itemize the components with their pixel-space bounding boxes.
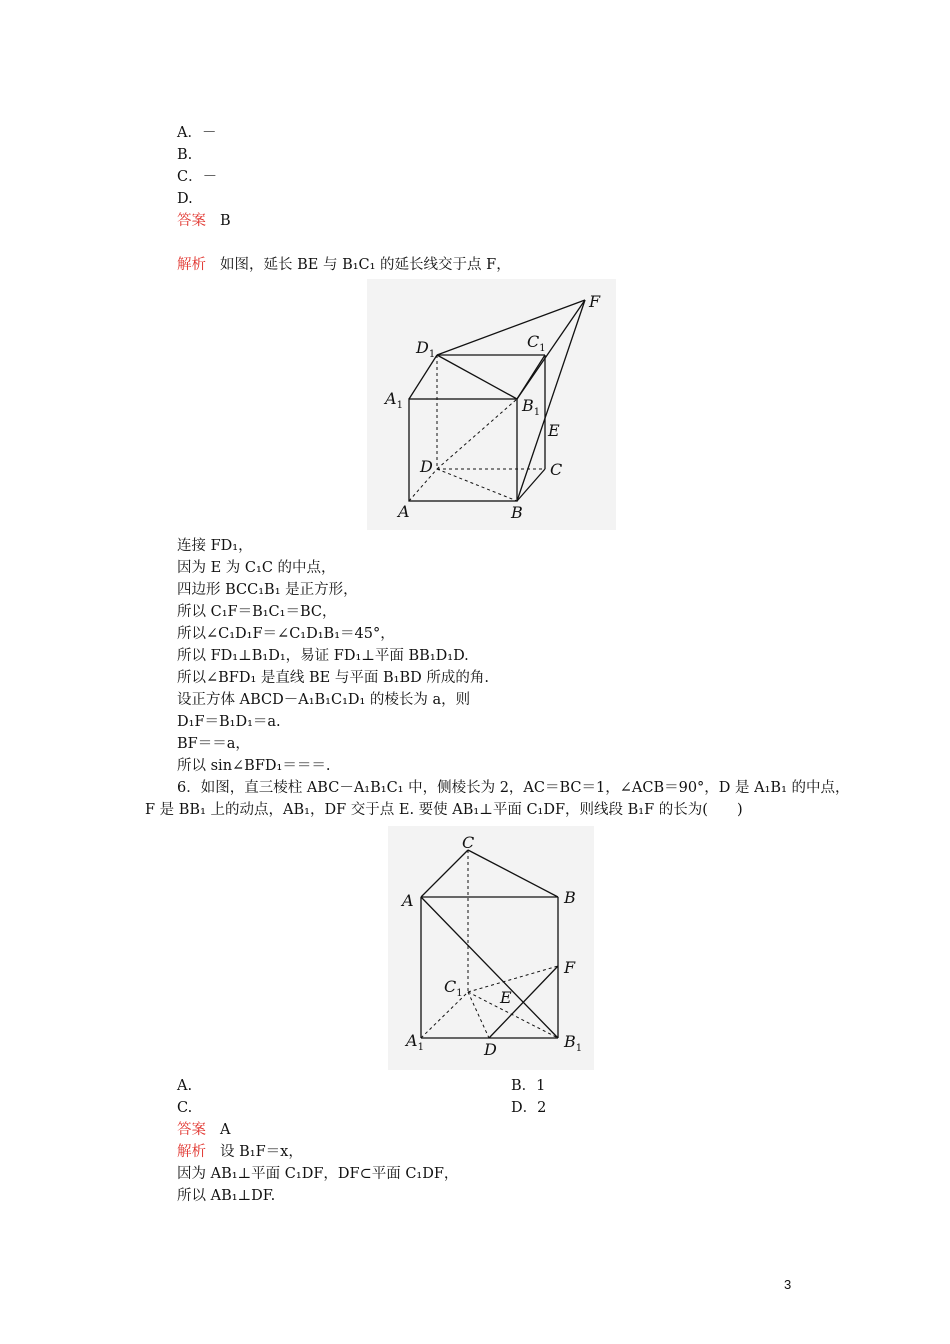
label-D: D <box>484 1040 497 1059</box>
analysis-step: BF＝＝a， <box>177 736 250 752</box>
analysis-label: 解析 <box>177 1144 206 1160</box>
page-number: 3 <box>784 1277 792 1292</box>
label-C: C <box>550 460 563 479</box>
analysis-step: 连接 FD₁， <box>177 538 253 554</box>
analysis-step: 所以 C₁F＝B₁C₁＝BC， <box>177 604 337 620</box>
label-A: A <box>398 502 410 521</box>
label-E: E <box>500 988 512 1007</box>
analysis-step: 设正方体 ABCD－A₁B₁C₁D₁ 的棱长为 a，则 <box>177 692 471 708</box>
answer-line <box>177 212 231 230</box>
analysis-step: D₁F＝B₁D₁＝a. <box>177 714 281 730</box>
option-d: D．2 <box>511 1100 547 1116</box>
label-B1: $B_1$ <box>564 1032 583 1054</box>
option-b: B．1 <box>511 1078 546 1094</box>
answer-line <box>177 1121 230 1139</box>
cube-figure <box>367 279 616 530</box>
analysis-step: 所以 FD₁⊥B₁D₁，易证 FD₁⊥平面 BB₁D₁D. <box>177 648 469 664</box>
answer-value: A <box>220 1122 231 1138</box>
option-b: B. <box>177 147 193 163</box>
analysis-step: 因为 E 为 C₁C 的中点， <box>177 560 336 576</box>
label-B: B <box>564 888 576 907</box>
label-D: D <box>420 457 433 476</box>
option-d: D. <box>177 191 193 207</box>
analysis-intro <box>177 256 511 274</box>
label-E: E <box>548 421 560 440</box>
answer-label: 答案 <box>177 213 206 229</box>
label-C1: $C_1$ <box>527 332 546 354</box>
label-A: A <box>402 891 414 910</box>
question-6-line1: 6．如图，直三棱柱 ABC－A₁B₁C₁ 中，侧棱长为 2，AC＝BC＝1，∠ACB＝90°，D 是 A₁B₁ 的中点， <box>177 780 850 796</box>
answer-label: 答案 <box>177 1122 206 1138</box>
option-c: C．－ <box>177 169 218 185</box>
prism-figure <box>388 826 594 1070</box>
analysis-intro <box>177 1143 303 1161</box>
option-a: A. <box>177 1078 193 1094</box>
analysis-text: 设 B₁F＝x， <box>220 1144 303 1160</box>
label-F: F <box>564 958 576 977</box>
analysis-step: 因为 AB₁⊥平面 C₁DF，DF⊂平面 C₁DF， <box>177 1166 459 1182</box>
analysis-step: 所以∠BFD₁ 是直线 BE 与平面 B₁BD 所成的角. <box>177 670 489 686</box>
label-B1: $B_1$ <box>522 396 541 418</box>
analysis-label: 解析 <box>177 257 206 273</box>
label-A1: $A_1$ <box>406 1031 424 1053</box>
answer-value: B <box>220 213 231 229</box>
analysis-text: 如图，延长 BE 与 B₁C₁ 的延长线交于点 F， <box>220 257 511 273</box>
question-6-line2: F 是 BB₁ 上的动点，AB₁，DF 交于点 E. 要使 AB₁⊥平面 C₁DF，则线段 B₁F 的长为( ) <box>145 802 743 818</box>
label-C1: $C_1$ <box>444 977 463 999</box>
label-B: B <box>511 503 523 522</box>
analysis-step: 四边形 BCC₁B₁ 是正方形， <box>177 582 358 598</box>
analysis-step: 所以 AB₁⊥DF. <box>177 1188 276 1204</box>
label-F: F <box>589 292 601 311</box>
label-C: C <box>462 833 475 852</box>
option-c: C. <box>177 1100 193 1116</box>
analysis-step: 所以∠C₁D₁F＝∠C₁D₁B₁＝45°， <box>177 626 395 642</box>
option-a: A．－ <box>177 125 217 141</box>
analysis-step: 所以 sin∠BFD₁＝＝＝. <box>177 758 331 774</box>
label-D1: $D_1$ <box>416 338 436 360</box>
label-A1: $A_1$ <box>385 389 403 411</box>
